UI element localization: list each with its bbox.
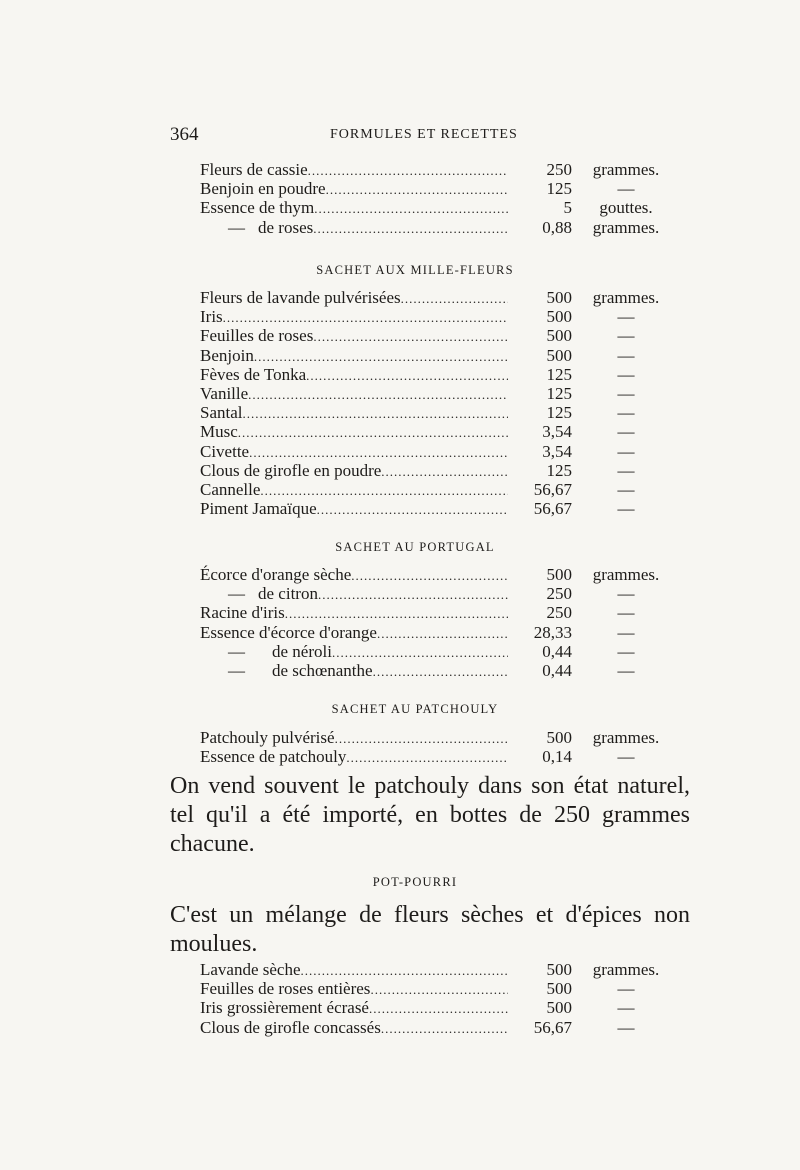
ingredient-name [200, 422, 238, 441]
section-title-mille-fleurs: SACHET AUX MILLE-FLEURS [316, 263, 514, 277]
ingredient-label: Feuilles de roses entières [200, 979, 371, 999]
ingredient-name [200, 565, 351, 584]
ingredient-name [200, 179, 326, 198]
section-title-patchouly: SACHET AU PATCHOULY [331, 702, 499, 716]
ingredient-quantity: 3,54 [542, 422, 572, 442]
ingredient-quantity: 28,33 [533, 622, 572, 642]
ingredient-name [200, 480, 260, 499]
ingredient-row [200, 346, 670, 365]
ingredient-name [200, 661, 373, 680]
ingredient-row [200, 661, 670, 680]
ingredient-quantity: 125 [546, 179, 572, 199]
ingredient-quantity: 250 [546, 603, 572, 623]
ingredient-row [200, 461, 670, 480]
ingredient-name [200, 728, 335, 747]
ingredient-unit: — [617, 479, 635, 499]
ingredient-unit: — [617, 345, 635, 365]
dot-leader [377, 624, 508, 643]
ingredient-quantity: 500 [546, 326, 572, 346]
ingredient-quantity: 0,14 [542, 747, 572, 767]
ingredient-row [200, 998, 670, 1017]
paragraph-pot-pourri: C'est un mélange de fleurs sèches et d'épices non moulues. [170, 902, 690, 957]
ingredient-label: Clous de girofle concassés [200, 1017, 381, 1037]
recipe-table-patchouly [200, 728, 670, 766]
ingredient-label: Lavande sèche [200, 960, 301, 979]
ingredient-unit: — [617, 383, 635, 403]
dot-leader [332, 643, 508, 662]
recipe-table [200, 160, 670, 237]
ingredient-quantity: 500 [546, 288, 572, 307]
ingredient-unit: — [617, 660, 635, 680]
ingredient-row [200, 979, 670, 998]
ingredient-name [200, 998, 369, 1017]
ingredient-name [200, 218, 313, 237]
ingredient-label: Benjoin [200, 345, 254, 365]
ingredient-label: Patchouly pulvérisé [200, 728, 335, 747]
ingredient-quantity: 125 [546, 383, 572, 403]
dot-leader [314, 199, 508, 218]
ingredient-unit: grammes. [592, 217, 660, 237]
dot-leader [351, 566, 508, 585]
ingredient-unit: — [617, 441, 635, 461]
ingredient-row [200, 218, 670, 237]
ingredient-unit: — [617, 499, 635, 519]
ingredient-quantity: 500 [546, 345, 572, 365]
dot-leader [301, 961, 508, 980]
ingredient-name [200, 499, 317, 518]
page-number: 364 [170, 124, 199, 145]
ditto-dash: — [228, 660, 245, 680]
dot-leader [373, 662, 508, 681]
ingredient-quantity: 5 [563, 198, 572, 218]
ingredient-name [200, 642, 332, 661]
ingredient-row [200, 384, 670, 403]
ingredient-quantity: 56,67 [533, 499, 572, 519]
dot-leader [254, 347, 508, 366]
ingredient-unit: grammes. [592, 728, 660, 747]
running-title: FORMULES ET RECETTES [330, 127, 518, 142]
ingredient-unit: — [617, 979, 635, 999]
ingredient-label: de néroli [272, 641, 332, 661]
ingredient-name [200, 160, 308, 179]
ingredient-row [200, 365, 670, 384]
dot-leader [381, 1019, 508, 1038]
dot-leader [306, 366, 508, 385]
dot-leader [317, 500, 508, 519]
ingredient-unit: — [617, 307, 635, 327]
dot-leader [285, 604, 508, 623]
ingredient-label: Vanille [200, 383, 249, 403]
ingredient-label: de roses [258, 217, 314, 237]
ingredient-name [200, 365, 306, 384]
ingredient-row [200, 642, 670, 661]
ingredient-row [200, 288, 670, 307]
ingredient-name [200, 307, 223, 326]
ingredient-row [200, 584, 670, 603]
ingredient-unit: — [617, 747, 635, 767]
ingredient-row [200, 499, 670, 518]
recipe-table-mille-fleurs [200, 288, 670, 518]
ingredient-label: Iris [200, 307, 223, 327]
ingredient-unit: — [617, 460, 635, 480]
recipe-table-pot-pourri [200, 960, 670, 1037]
ingredient-unit: — [617, 641, 635, 661]
ingredient-name [200, 603, 285, 622]
ingredient-quantity: 500 [546, 998, 572, 1018]
dot-leader [346, 748, 508, 767]
section-title-pot-pourri: POT-POURRI [372, 875, 458, 889]
ingredient-quantity: 56,67 [533, 479, 572, 499]
ingredient-quantity: 500 [546, 728, 572, 747]
dot-leader [326, 180, 508, 199]
ingredient-row [200, 198, 670, 217]
ingredient-name [200, 584, 318, 603]
dot-leader [335, 729, 508, 748]
dot-leader [238, 423, 508, 442]
ingredient-name [200, 960, 301, 979]
ingredient-row [200, 403, 670, 422]
ingredient-quantity: 0,88 [542, 217, 572, 237]
dot-leader [381, 462, 508, 481]
ingredient-name [200, 384, 248, 403]
ingredient-row [200, 623, 670, 642]
ingredient-label: Racine d'iris [200, 603, 285, 623]
dot-leader [308, 161, 508, 180]
section-title-portugal: SACHET AU PORTUGAL [335, 540, 495, 554]
ingredient-row [200, 422, 670, 441]
ingredient-unit: grammes. [592, 160, 660, 179]
ingredient-row [200, 603, 670, 622]
ingredient-name [200, 198, 314, 217]
dot-leader [223, 308, 508, 327]
ingredient-label: Musc [200, 422, 238, 442]
ingredient-unit: — [617, 1017, 635, 1037]
page-header [170, 124, 660, 148]
ingredient-quantity: 250 [546, 160, 572, 179]
ingredient-quantity: 250 [546, 584, 572, 604]
dot-leader [313, 327, 508, 346]
ingredient-unit: grammes. [592, 288, 660, 307]
ingredient-name [200, 442, 249, 461]
ingredient-unit: — [617, 584, 635, 604]
ingredient-quantity: 500 [546, 960, 572, 979]
ingredient-unit: — [617, 622, 635, 642]
ingredient-row [200, 160, 670, 179]
ingredient-name [200, 623, 377, 642]
ingredient-unit: gouttes. [599, 198, 653, 218]
ingredient-label: Iris grossièrement écrasé [200, 998, 369, 1018]
dot-leader [248, 385, 508, 404]
ingredient-quantity: 0,44 [542, 660, 572, 680]
dot-leader [249, 443, 508, 462]
ingredient-label: Feuilles de roses [200, 326, 314, 346]
ingredient-unit: grammes. [592, 565, 660, 584]
ingredient-label: Civette [200, 441, 250, 461]
ingredient-name [200, 1018, 381, 1037]
ditto-dash: — [228, 641, 245, 661]
ingredient-row [200, 960, 670, 979]
ingredient-row [200, 179, 670, 198]
dot-leader [401, 289, 508, 308]
dot-leader [369, 999, 508, 1018]
ingredient-quantity: 125 [546, 460, 572, 480]
ingredient-unit: — [617, 364, 635, 384]
dot-leader [260, 481, 508, 500]
ingredient-name [200, 326, 313, 345]
ingredient-row [200, 326, 670, 345]
ingredient-label: Fleurs de cassie [200, 160, 308, 179]
paragraph-patchouly: On vend souvent le patchouly dans son état naturel, tel qu'il a été importé, en bottes de 250 grammes chacune. [170, 773, 690, 857]
ingredient-label: Essence de thym [200, 198, 315, 218]
ingredient-quantity: 500 [546, 307, 572, 327]
ingredient-name [200, 461, 381, 480]
ingredient-unit: — [617, 403, 635, 423]
ingredient-unit: — [617, 603, 635, 623]
dot-leader [243, 404, 509, 423]
ingredient-quantity: 500 [546, 979, 572, 999]
ingredient-name [200, 288, 401, 307]
ingredient-label: Santal [200, 403, 243, 423]
ingredient-name [200, 346, 254, 365]
ingredient-label: Essence d'écorce d'orange [200, 622, 377, 642]
ingredient-row [200, 565, 670, 584]
ingredient-quantity: 500 [546, 565, 572, 584]
ingredient-row [200, 442, 670, 461]
ditto-dash: — [228, 584, 245, 604]
ingredient-quantity: 125 [546, 403, 572, 423]
ingredient-unit: — [617, 326, 635, 346]
ingredient-label: Cannelle [200, 479, 261, 499]
ingredient-row [200, 728, 670, 747]
ingredient-quantity: 56,67 [533, 1017, 572, 1037]
ingredient-unit: — [617, 998, 635, 1018]
ingredient-label: de schœnanthe [272, 660, 373, 680]
ingredient-name [200, 747, 346, 766]
ingredient-row [200, 480, 670, 499]
ingredient-label: Écorce d'orange sèche [200, 565, 352, 584]
ingredient-quantity: 0,44 [542, 641, 572, 661]
ingredient-unit: — [617, 179, 635, 199]
ingredient-row [200, 1018, 670, 1037]
ingredient-row [200, 747, 670, 766]
ingredient-label: de citron [258, 584, 318, 604]
ingredient-unit: grammes. [592, 960, 660, 979]
ingredient-label: Piment Jamaïque [200, 499, 317, 519]
ingredient-label: Fleurs de lavande pulvérisées [200, 288, 401, 307]
ingredient-unit: — [617, 422, 635, 442]
dot-leader [313, 219, 508, 238]
dot-leader [318, 585, 508, 604]
ingredient-row [200, 307, 670, 326]
ingredient-quantity: 3,54 [542, 441, 572, 461]
ingredient-label: Clous de girofle en poudre [200, 460, 382, 480]
ingredient-name [200, 979, 370, 998]
recipe-table-portugal [200, 565, 670, 680]
ingredient-quantity: 125 [546, 364, 572, 384]
ingredient-label: Benjoin en poudre [200, 179, 326, 199]
ingredient-label: Fèves de Tonka [200, 364, 307, 384]
ingredient-name [200, 403, 243, 422]
ingredient-label: Essence de patchouly [200, 747, 347, 767]
ditto-dash: — [228, 217, 245, 237]
dot-leader [370, 980, 508, 999]
